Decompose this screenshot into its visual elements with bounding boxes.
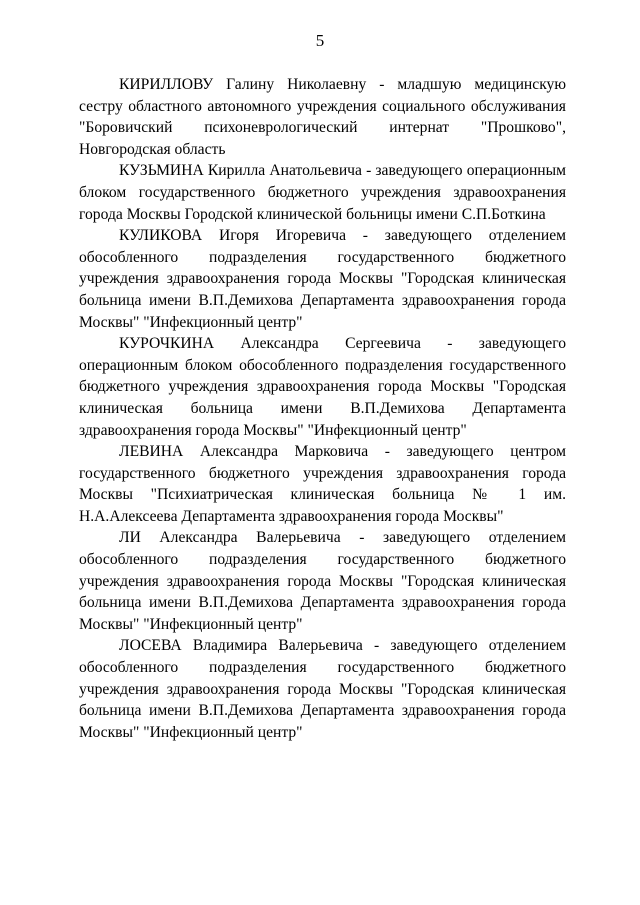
award-entry: КУЗЬМИНА Кирилла Анатольевича - заведующего операционным блоком государственного бюджетного учреждения здравоохранения города Москвы Городской клинической больницы имени С.П.Боткина	[79, 162, 566, 223]
page-number: 5	[315, 31, 325, 50]
award-entry: КИРИЛЛОВУ Галину Николаевну - младшую медицинскую сестру областного автономного учреждения социального обслуживания "Боровичский психоневрологический интернат "Прошково", Новгородская область	[79, 76, 566, 158]
award-entry: ЛОСЕВА Владимира Валерьевича - заведующего отделением обособленного подразделения государственного бюджетного учреждения здравоохранения города Москвы "Городская клиническая больница имени В.П.Демихова Департамента здравоохранения города Москвы" "Инфекционный центр"	[79, 637, 566, 741]
award-list	[79, 74, 566, 743]
award-entry: ЛИ Александра Валерьевича - заведующего отделением обособленного подразделения государственного бюджетного учреждения здравоохранения города Москвы "Городская клиническая больница имени В.П.Демихова Департамента здравоохранения города Москвы" "Инфекционный центр"	[79, 529, 566, 633]
award-entry: КУЛИКОВА Игоря Игоревича - заведующего отделением обособленного подразделения государственного бюджетного учреждения здравоохранения города Москвы "Городская клиническая больница имени В.П.Демихова Департамента здравоохранения города Москвы" "Инфекционный центр"	[79, 227, 566, 331]
award-entry: ЛЕВИНА Александра Марковича - заведующего центром государственного бюджетного учреждения здравоохранения города Москвы "Психиатрическая клиническая больница № 1 им. Н.А.Алексеева Департамента здравоохранения города Москвы"	[79, 443, 566, 525]
award-entry: КУРОЧКИНА Александра Сергеевича - заведующего операционным блоком обособленного подразделения государственного бюджетного учреждения здравоохранения города Москвы "Городская клиническая больница имени В.П.Демихова Департамента здравоохранения города Москвы" "Инфекционный центр"	[79, 335, 566, 439]
